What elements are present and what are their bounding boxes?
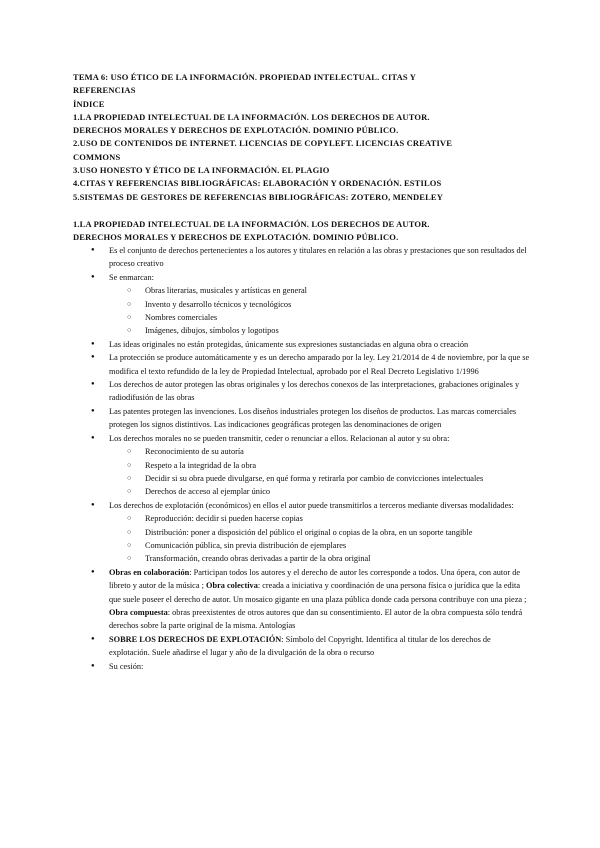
term-text: : creada a iniciativa y coordinación de una persona física o jurídica que la edita que suele poseer el derecho de autor. Un mosaico gigante en una plaza pública donde cada persona contribuye con una pieza ; (109, 581, 527, 604)
sub-list (109, 445, 533, 499)
section-heading (73, 218, 533, 245)
list-item (73, 633, 533, 660)
list-item-text: Los derechos morales no se pueden transmitir, ceder o renunciar a ellos. Relacionan al autor y su obra: (109, 433, 450, 443)
list-item (73, 271, 533, 338)
index-item: 4.CITAS Y REFERENCIAS BIBLIOGRÁFICAS: ELABORACIÓN Y ORDENACIÓN. ESTILOS (73, 178, 442, 189)
sub-list-item: ○ Distribución: poner a disposición del público el original o copias de la obra, en un soporte tangible (109, 526, 533, 539)
term-label: Obras en colaboración (109, 567, 190, 577)
list-item: ● Las ideas originales no están protegidas, únicamente sus expresiones sustanciadas en alguna obra o creación (73, 338, 533, 351)
title-line: TEMA 6: USO ÉTICO DE LA INFORMACIÓN. PROPIEDAD INTELECTUAL. CITAS Y (73, 72, 417, 82)
list-item: ● La protección se produce automáticamente y es un derecho amparado por la ley. Ley 21/2014 de 4 de noviembre, por la que se modifica el texto refundido de la ley de Propiedad Intelectual, aprobado por el Real Decreto Legislativo 1/1996 (73, 351, 533, 378)
sub-list-item: ○ Imágenes, dibujos, símbolos y logotipos (109, 324, 533, 337)
index-item: COMMONS (73, 151, 121, 162)
section-heading-line: DERECHOS MORALES Y DERECHOS DE EXPLOTACIÓN. DOMINIO PÚBLICO. (73, 232, 399, 243)
list-item: ● Las patentes protegen las invenciones. Los diseños industriales protegen los diseños de productos. Las marcas comerciales protegen los signos distintivos. Las indicaciones geográficas protegen las denominaciones de origen (73, 405, 533, 432)
index-item: 5.SISTEMAS DE GESTORES DE REFERENCIAS BIBLIOGRÁFICAS: ZOTERO, MENDELEY (73, 191, 444, 202)
index-heading: ÍNDICE (73, 98, 105, 109)
list-item-text: Los derechos de explotación (económicos) en ellos el autor puede transmitirlos a terceros mediante diversas modalidades: (109, 500, 514, 510)
term-label: SOBRE LOS DERECHOS DE EXPLOTACIÓN (109, 634, 282, 644)
list-item (73, 566, 533, 633)
sub-list-item: ○ Derechos de acceso al ejemplar único (109, 485, 533, 498)
sub-list-item: ○ Nombres comerciales (109, 311, 533, 324)
sub-list-item: ○ Obras literarias, musicales y artísticas en general (109, 284, 533, 297)
list-item (73, 432, 533, 499)
sub-list-item: ○ Invento y desarrollo técnicos y tecnológicos (109, 298, 533, 311)
sub-list-item: ○ Reconocimiento de su autoría (109, 445, 533, 458)
index-item: 1.LA PROPIEDAD INTELECTUAL DE LA INFORMACIÓN. LOS DERECHOS DE AUTOR. (73, 111, 430, 122)
index-item: 3.USO HONESTO Y ÉTICO DE LA INFORMACIÓN. EL PLAGIO (73, 165, 330, 176)
index-item: 2.USO DE CONTENIDOS DE INTERNET. LICENCIAS DE COPYLEFT. LICENCIAS CREATIVE (73, 138, 453, 149)
term-label: Obra colectiva (206, 581, 258, 591)
sub-list (109, 284, 533, 338)
index-item: DERECHOS MORALES Y DERECHOS DE EXPLOTACIÓN. DOMINIO PÚBLICO. (73, 125, 399, 136)
term-text: : obras preexistentes de otros autores que dan su consentimiento. El autor de la obra compuesta sólo tendrá derechos sobre la parte original de la misma. Antologías (109, 607, 523, 631)
term-text: : Participan todos los autores y el derecho de autor les corresponde a todos. Una ópera, con autor de libreto y autor de la música ; (109, 567, 521, 591)
list-item: ● Es el conjunto de derechos pertenecientes a los autores y titulares en relación a las obras y prestaciones que son resultados del proceso creativo (73, 244, 533, 271)
title-line: REFERENCIAS (73, 85, 136, 96)
list-item: ● Los derechos de autor protegen las obras originales y los derechos conexos de las interpretaciones, grabaciones originales y radiodifusión de las obras (73, 378, 533, 405)
sub-list-item: ○ Reproducción: decidir si pueden hacerse copias (109, 512, 533, 525)
sub-list (109, 512, 533, 566)
list-item (73, 499, 533, 566)
term-text: : Símbolo del Copyright. Identifica al titular de los derechos de explotación. Suele añadirse el lugar y año de la divulgación de la obra o recurso (109, 634, 491, 658)
sub-list-item: ○ Respeto a la integridad de la obra (109, 459, 533, 472)
document-title (73, 71, 533, 204)
sub-list-item: ○ Transformación, creando obras derivadas a partir de la obra original (109, 552, 533, 565)
bullet-list (73, 244, 533, 673)
sub-list-item: ○ Decidir si su obra puede divulgarse, en qué forma y retirarla por cambio de convicciones intelectuales (109, 472, 533, 485)
list-item-text: Se enmarcan: (109, 272, 154, 282)
list-item: ● Su cesión: (73, 660, 533, 673)
section-heading-line: 1.LA PROPIEDAD INTELECTUAL DE LA INFORMACIÓN. LOS DERECHOS DE AUTOR. (73, 219, 430, 229)
term-label: Obra compuesta (109, 607, 168, 617)
sub-list-item: ○ Comunicación pública, sin previa distribución de ejemplares (109, 539, 533, 552)
